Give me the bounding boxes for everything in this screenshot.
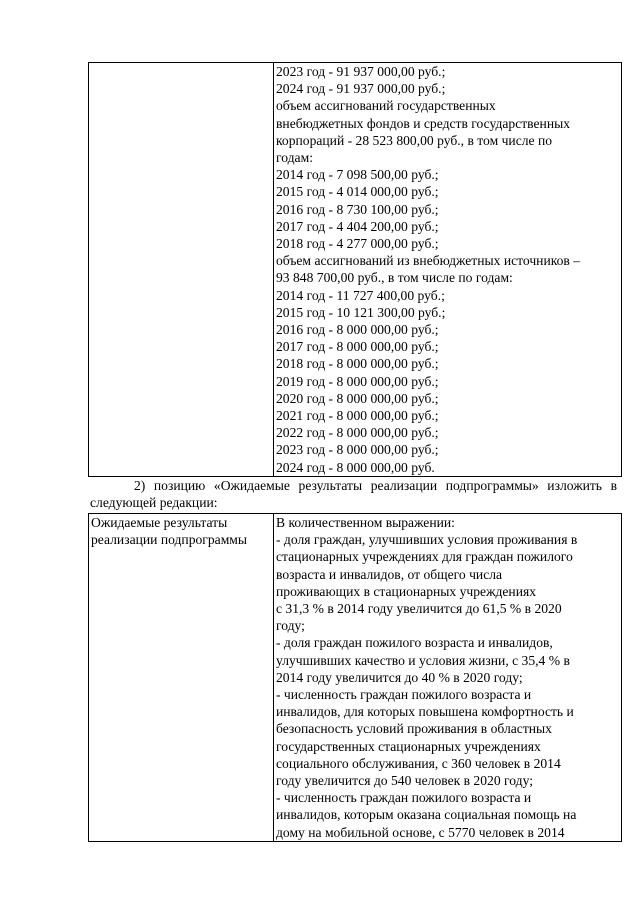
text-line: 93 848 700,00 руб., в том числе по годам: <box>276 270 513 286</box>
text-line: 2021 год - 8 000 000,00 руб.; <box>276 408 439 424</box>
text-line: 2015 год - 4 014 000,00 руб.; <box>276 184 439 200</box>
text-line: 2017 год - 4 404 200,00 руб.; <box>276 218 439 234</box>
text-line: объем ассигнований государственных <box>276 98 496 114</box>
text-line: 2024 год - 91 937 000,00 руб.; <box>276 81 446 97</box>
table-row <box>89 63 622 477</box>
text-line: возраста и инвалидов, от общего числа <box>276 566 503 582</box>
text-line: 2014 год - 7 098 500,00 руб.; <box>276 167 439 183</box>
text-line: 2018 год - 4 277 000,00 руб.; <box>276 236 439 252</box>
text-line: годам: <box>276 150 313 166</box>
text-line: 2016 год - 8 000 000,00 руб.; <box>276 322 439 338</box>
amendment-paragraph: 2) позицию «Ожидаемые результаты реализации подпрограммы» изложить в следующей редакции: <box>90 478 617 511</box>
text-line: - численность граждан пожилого возраста и <box>276 790 532 806</box>
expected-results-table <box>88 513 622 842</box>
text-line: 2024 год - 8 000 000,00 руб. <box>276 459 435 475</box>
label-line: Ожидаемые результаты <box>91 515 228 530</box>
text-line: году увеличится до 540 человек в 2020 году; <box>276 773 533 789</box>
text-line: - численность граждан пожилого возраста и <box>276 687 532 703</box>
text-line: 2015 год - 10 121 300,00 руб.; <box>276 304 446 320</box>
text-line: безопасность условий проживания в областных <box>276 721 552 737</box>
program-funding-table <box>88 62 622 477</box>
text-line: социального обслуживания, с 360 человек в 2014 <box>276 755 561 771</box>
text-line: - доля граждан, улучшивших условия проживания в <box>276 532 578 548</box>
text-line: В количественном выражении: <box>276 515 455 530</box>
text-line: 2019 год - 8 000 000,00 руб.; <box>276 373 439 389</box>
table-value-cell <box>274 63 622 477</box>
text-line: государственных стационарных учреждениях <box>276 738 541 754</box>
text-line: - доля граждан пожилого возраста и инвалидов, <box>276 635 553 651</box>
text-line: 2014 год - 11 727 400,00 руб.; <box>276 287 445 303</box>
label-line: реализации подпрограммы <box>91 532 248 548</box>
text-line: 2023 год - 91 937 000,00 руб.; <box>276 64 446 79</box>
text-line: корпораций - 28 523 800,00 руб., в том числе по <box>276 132 553 148</box>
text-line: 2022 год - 8 000 000,00 руб.; <box>276 425 439 441</box>
text-line: с 31,3 % в 2014 году увеличится до 61,5 % в 2020 <box>276 601 562 617</box>
table-label-cell <box>89 63 274 477</box>
table-row <box>89 514 622 842</box>
text-line: 2017 год - 8 000 000,00 руб.; <box>276 339 439 355</box>
text-line: году; <box>276 618 305 634</box>
text-line: 2023 год - 8 000 000,00 руб.; <box>276 442 439 458</box>
text-line: 2014 году увеличится до 40 % в 2020 году; <box>276 669 523 685</box>
text-line: внебюджетных фондов и средств государственных <box>276 115 571 131</box>
text-line: стационарных учреждениях для граждан пожилого <box>276 549 573 565</box>
text-line: улучшивших качество и условия жизни, с 35,4 % в <box>276 652 570 668</box>
text-line: 2020 год - 8 000 000,00 руб.; <box>276 390 439 406</box>
text-line: инвалидов, которым оказана социальная помощь на <box>276 807 577 823</box>
text-line: проживающих в стационарных учреждениях <box>276 583 537 599</box>
table-value-cell <box>274 514 622 842</box>
text-line: дому на мобильной основе, с 5770 человек в 2014 <box>276 824 565 840</box>
text-line: 2018 год - 8 000 000,00 руб.; <box>276 356 439 372</box>
text-line: инвалидов, для которых повышена комфортность и <box>276 704 574 720</box>
table-label-cell <box>89 514 274 842</box>
text-line: объем ассигнований из внебюджетных источников – <box>276 253 581 269</box>
text-line: 2016 год - 8 730 100,00 руб.; <box>276 201 439 217</box>
